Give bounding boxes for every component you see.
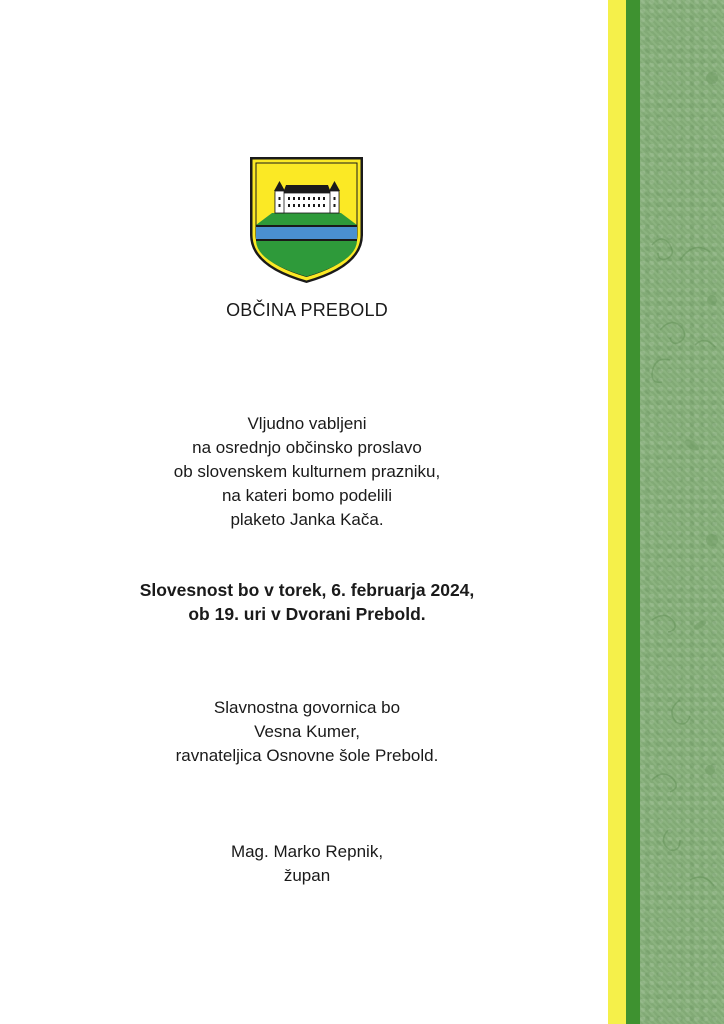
speaker-line: Slavnostna govornica bo [213,698,401,717]
event-date-line: Slovesnost bo v torek, 6. februarja 2024, [139,580,475,600]
speaker-info [0,696,614,768]
decorative-textured-border [640,0,724,1024]
invitation-text [0,412,614,532]
speaker-title: ravnateljica Osnovne šole Prebold. [175,746,439,765]
invitation-line: na kateri bomo podelili [221,486,393,505]
signatory-name: Mag. Marko Repnik, [230,842,384,861]
speaker-name: Vesna Kumer, [254,722,360,741]
municipality-name: OBČINA PREBOLD [226,300,388,320]
signatory-title: župan [283,866,331,885]
invitation-line: na osrednjo občinsko proslavo [192,438,422,457]
yellow-border-stripe [608,0,626,1024]
coat-of-arms-icon [248,155,365,285]
green-border-stripe [626,0,640,1024]
signature [0,840,614,888]
invitation-line: plaketo Janka Kača. [230,510,384,529]
ornament-swirl-icon [640,0,724,1024]
invitation-line: ob slovenskem kulturnem prazniku, [173,462,441,481]
event-venue-line: ob 19. uri v Dvorani Prebold. [188,604,426,624]
invitation-line: Vljudno vabljeni [247,414,367,433]
event-details [0,578,614,626]
